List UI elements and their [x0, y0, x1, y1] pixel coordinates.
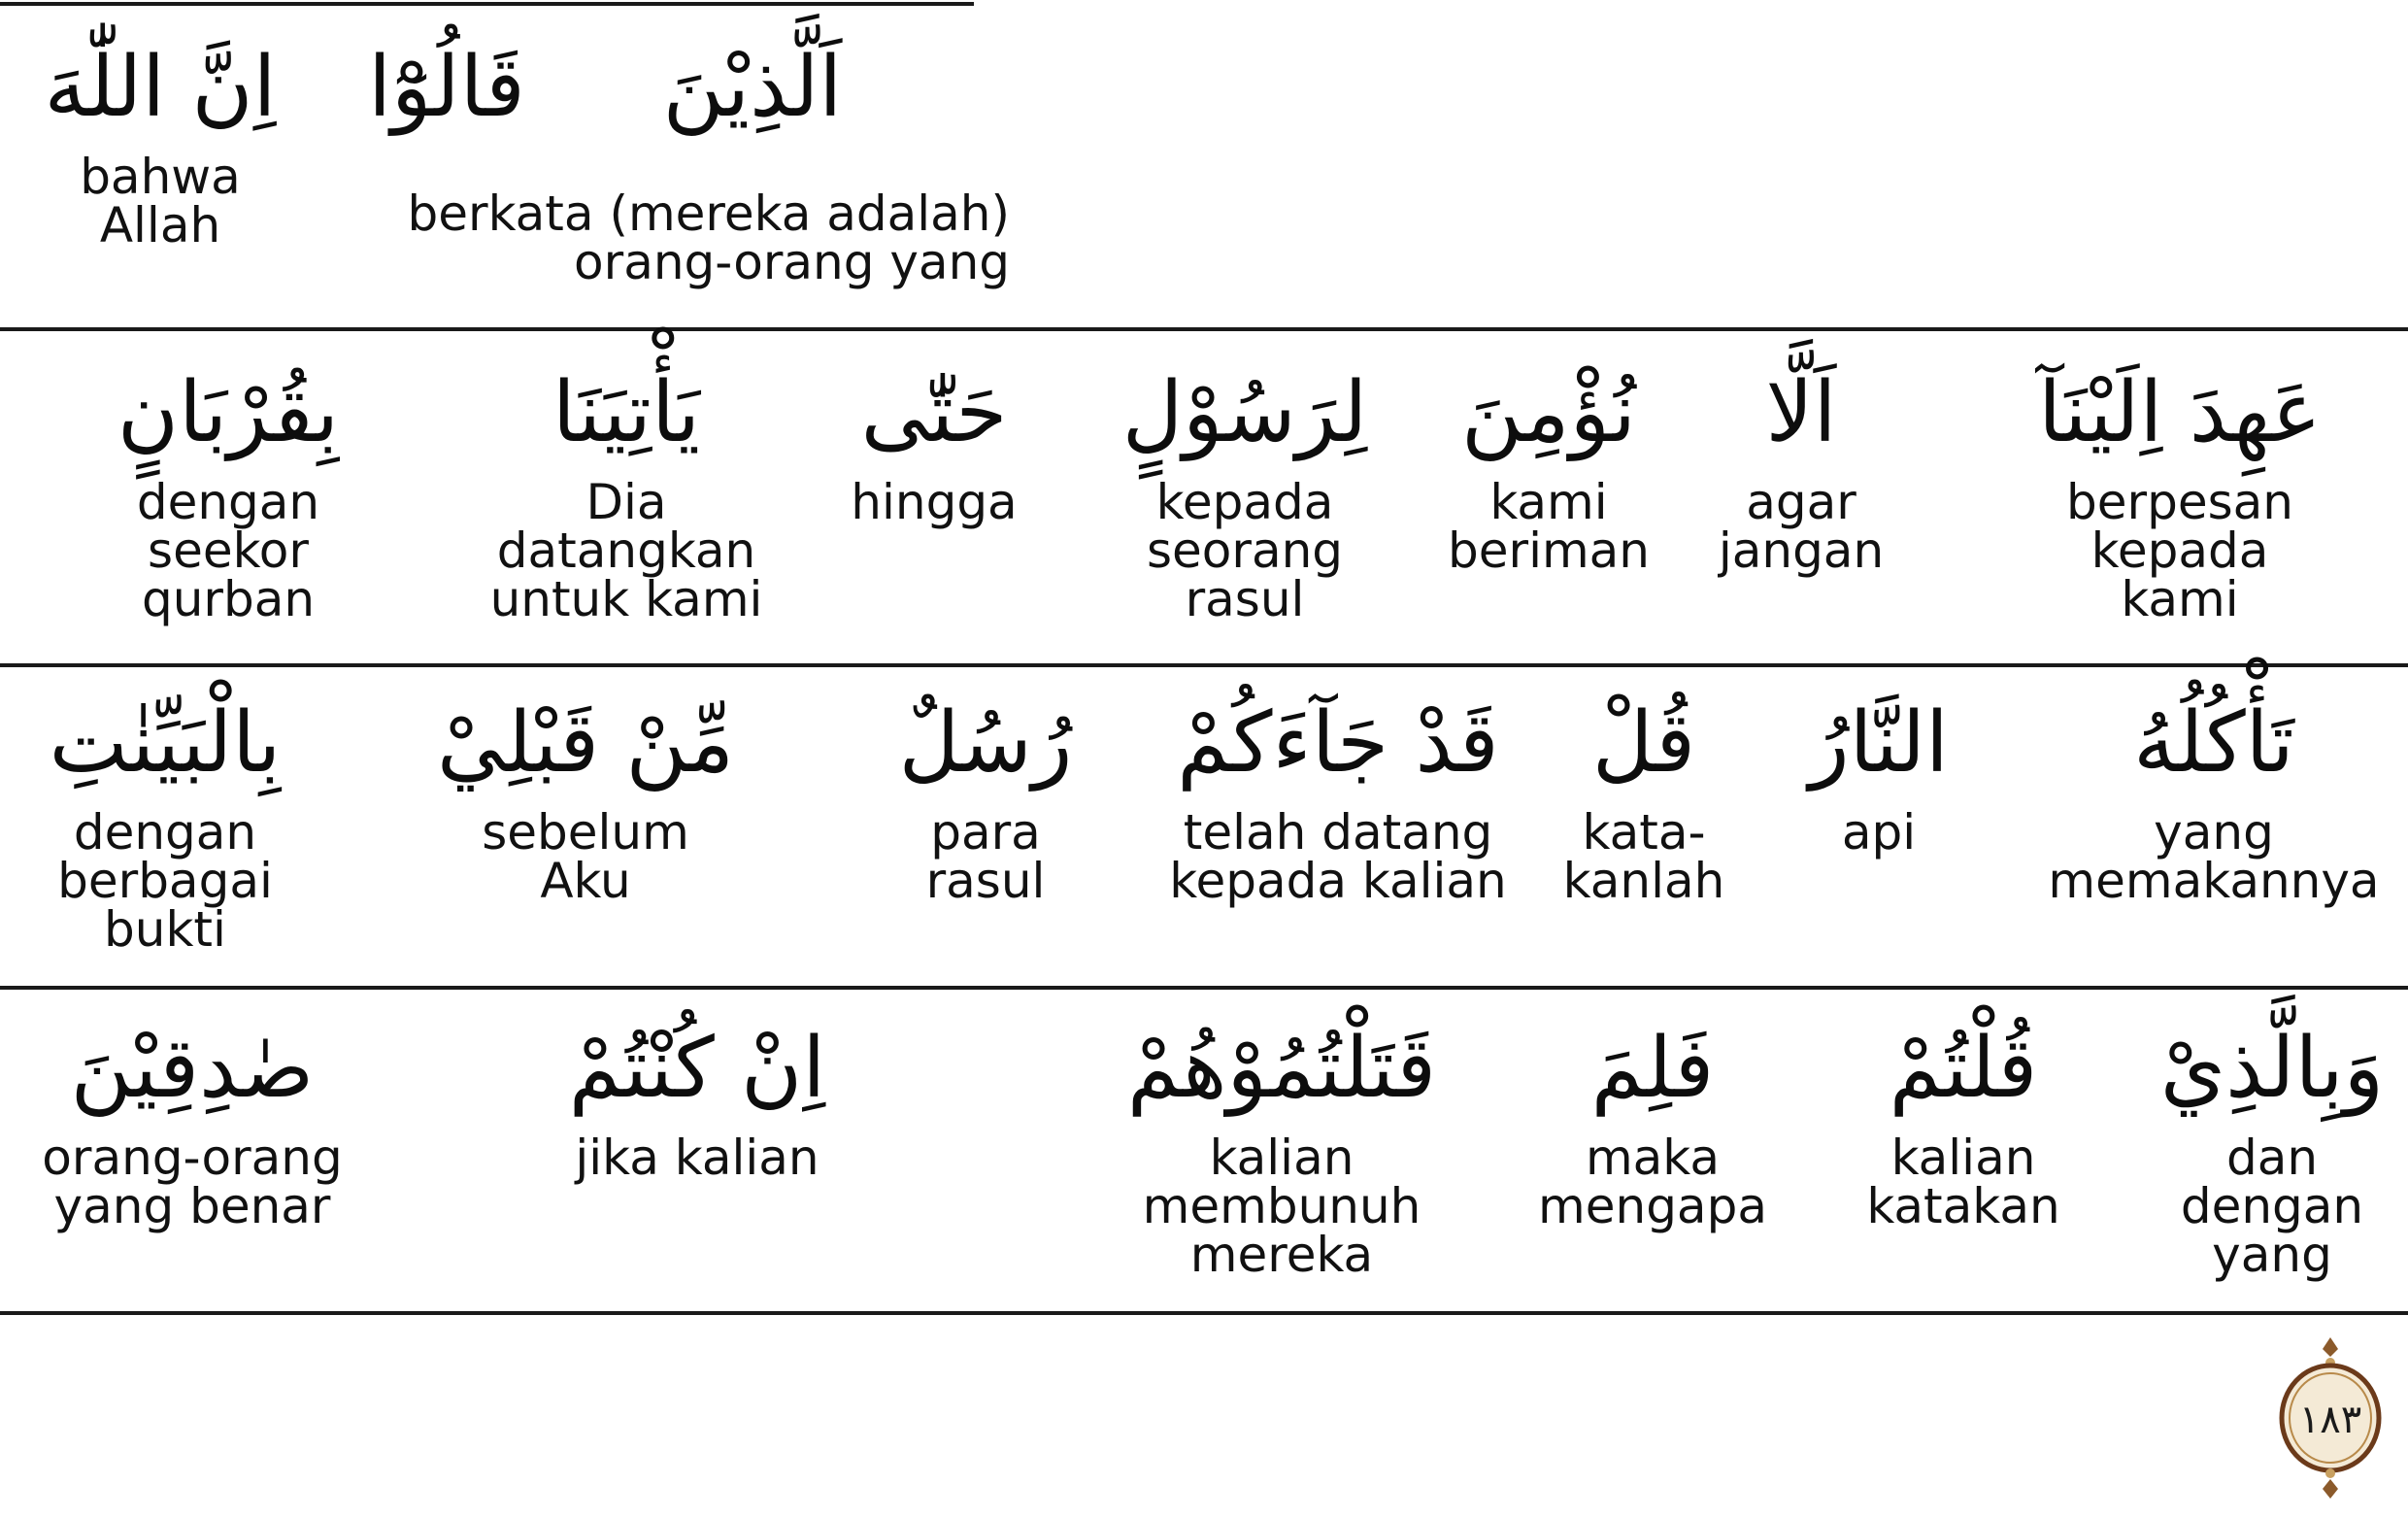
word-entry	[1538, 1020, 1767, 1235]
arabic-word: صٰدِقِيْنَ	[70, 1020, 315, 1117]
translation-text: berpesan kepada kami	[2066, 474, 2293, 628]
word-entry	[49, 694, 282, 959]
word-entry	[436, 694, 735, 910]
translation-text: kami beriman	[1448, 474, 1650, 580]
word-entry	[368, 39, 525, 136]
translation-text: hingga	[851, 474, 1018, 531]
word-entry	[489, 364, 763, 628]
word-entry	[2038, 364, 2322, 628]
word-entry	[568, 1020, 826, 1187]
word-entry	[662, 39, 843, 136]
ornament-frame-icon	[2277, 1335, 2384, 1501]
arabic-word: قُلْتُمْ	[1889, 1020, 2038, 1117]
arabic-word: مِّنْ قَبْلِيْ	[436, 694, 735, 792]
translation-text: sebelum Aku	[482, 804, 689, 910]
word-entry	[1169, 694, 1507, 910]
row-divider-4	[0, 1311, 2408, 1315]
row-divider-2	[0, 663, 2408, 667]
translation-text: telah datang kepada kalian	[1169, 804, 1507, 910]
word-entry	[1718, 364, 1885, 580]
row-divider-1	[0, 327, 2408, 331]
word-entry	[1809, 694, 1949, 861]
word-entry	[1448, 364, 1650, 580]
translation-text: dengan seekor qurban	[136, 474, 320, 628]
arabic-word: بِالْبَيِّنٰتِ	[49, 694, 282, 792]
translation-text: agar jangan	[1718, 474, 1885, 580]
arabic-word: اَلَّذِيْنَ	[662, 39, 843, 136]
translation-text: kalian membunuh mereka	[1142, 1130, 1421, 1284]
arabic-word: اِنَّ اللّٰهَ	[44, 39, 277, 136]
translation-text: kalian katakan	[1866, 1130, 2060, 1235]
arabic-word: قُلْ	[1591, 694, 1696, 792]
translation-text: kata- kanlah	[1562, 804, 1725, 910]
translation-text: kepada seorang rasul	[1146, 474, 1344, 628]
translation-text: bahwa Allah	[80, 149, 241, 254]
page-number-badge	[2277, 1335, 2384, 1501]
translation-text: berkata (mereka adalah) orang-orang yang	[407, 186, 1010, 290]
translation-text: api	[1841, 804, 1917, 861]
word-entry	[44, 39, 277, 254]
arabic-word: اَلَّا	[1765, 364, 1837, 461]
arabic-word: بِقُرْبَانٍ	[117, 364, 340, 461]
word-entry	[117, 364, 340, 628]
translation-text: orang-orang yang benar	[42, 1130, 343, 1235]
top-partial-rule	[0, 2, 974, 6]
arabic-word: قَدْ جَآءَكُمْ	[1177, 694, 1499, 792]
row-divider-3	[0, 986, 2408, 990]
translation-text: dan dengan yang	[2180, 1130, 2364, 1284]
translation-text: para rasul	[925, 804, 1046, 910]
arabic-word: يَأْتِيَنَا	[552, 364, 701, 461]
arabic-word: قَالُوْٓا	[368, 39, 525, 136]
arabic-word: فَلِمَ	[1590, 1020, 1715, 1117]
arabic-word: اِنْ كُنْتُمْ	[568, 1020, 826, 1117]
arabic-word: تَأْكُلُهُ	[2133, 694, 2294, 792]
translation-text: jika kalian	[575, 1130, 819, 1187]
arabic-word: حَتّٰى	[860, 364, 1008, 461]
word-entry	[2159, 1020, 2385, 1284]
arabic-word: رُسُلٌ	[898, 694, 1073, 792]
word-entry	[1866, 1020, 2060, 1235]
translation-text: Dia datangkan untuk kami	[489, 474, 763, 628]
word-entry	[2048, 694, 2380, 910]
translation-text: yang memakannya	[2048, 804, 2380, 910]
word-entry	[1562, 694, 1725, 910]
arabic-word: قَتَلْتُمُوْهُمْ	[1126, 1020, 1437, 1117]
translation-text: maka mengapa	[1538, 1130, 1767, 1235]
word-entry	[898, 694, 1073, 910]
page-number: ١٨٣	[2298, 1398, 2362, 1442]
arabic-word: النَّارُ	[1809, 694, 1949, 792]
arabic-word: عَهِدَ اِلَيْنَآ	[2038, 364, 2322, 461]
word-entry	[851, 364, 1018, 531]
arabic-word: وَبِالَّذِيْ	[2159, 1020, 2385, 1117]
translation-text: dengan berbagai bukti	[57, 804, 273, 959]
word-entry	[1121, 364, 1368, 628]
word-entry	[42, 1020, 343, 1235]
word-entry	[1126, 1020, 1437, 1284]
arabic-word: لِرَسُوْلٍ	[1121, 364, 1368, 461]
arabic-word: نُؤْمِنَ	[1461, 364, 1636, 461]
